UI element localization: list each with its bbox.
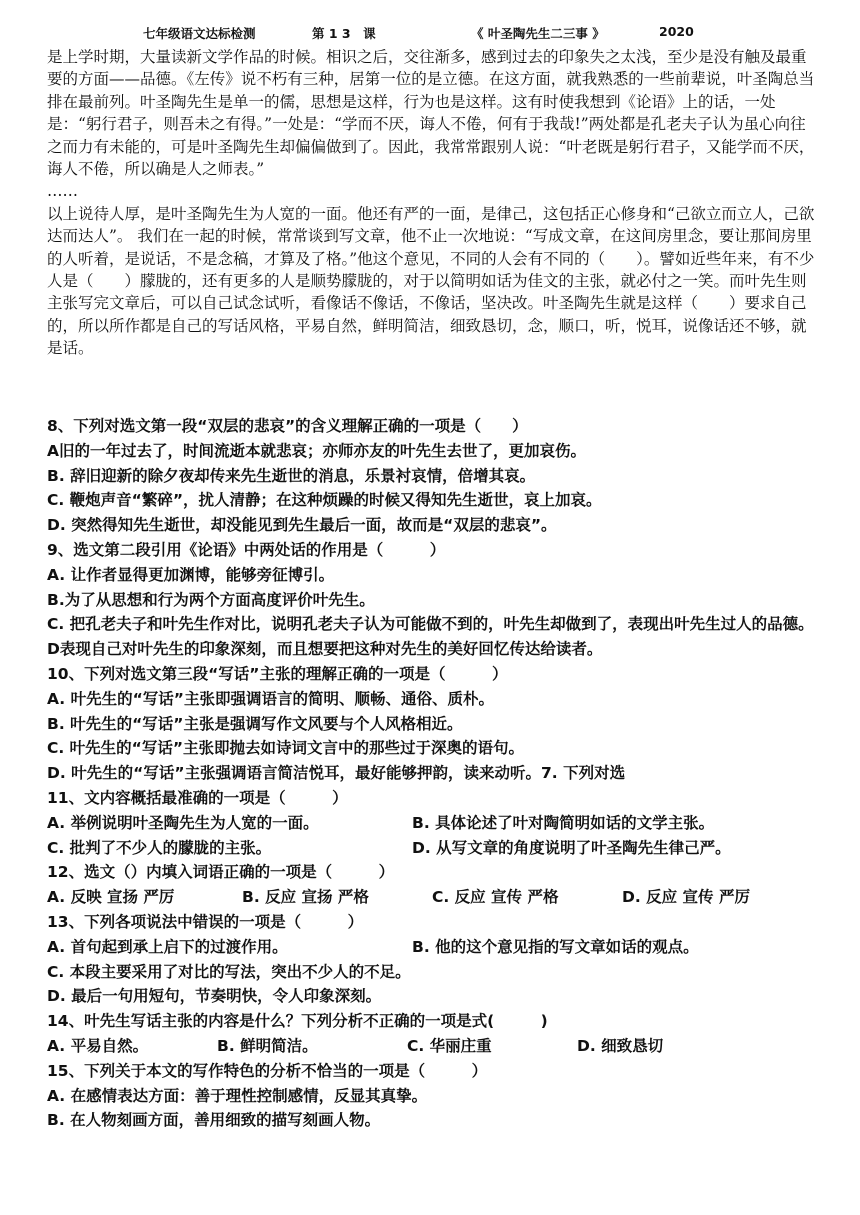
question-8-option-a: A旧的一年过去了，时间流逝本就悲哀；亦师亦友的叶先生去世了，更加哀伤。 [47, 441, 586, 460]
year: 2020 [659, 24, 694, 39]
passage-ellipsis: …… [47, 182, 78, 201]
question-15-stem: 15、下列关于本文的写作特色的分析不恰当的一项是（ ） [47, 1061, 488, 1080]
question-14-option-c: C. 华丽庄重 [407, 1036, 492, 1055]
question-11-option-c: C. 批判了不少人的朦胧的主张。 [47, 838, 272, 857]
question-13-option-c: C. 本段主要采用了对比的写法，突出不少人的不足。 [47, 962, 411, 981]
question-15-option-a: A. 在感情表达方面：善于理性控制感情，反显其真挚。 [47, 1086, 428, 1105]
question-12-option-c: C. 反应 宣传 严格 [432, 888, 559, 907]
question-12-option-b: B. 反应 宣扬 严格 [242, 888, 369, 907]
question-13-stem: 13、下列各项说法中错误的一项是（ ） [47, 912, 364, 931]
question-13-options-ab [47, 935, 827, 960]
question-8-option-b: B. 辞旧迎新的除夕夜却传来先生逝世的消息，乐景衬哀情，倍增其哀。 [47, 466, 536, 485]
question-9-option-b: B.为了从思想和行为两个方面高度评价叶先生。 [47, 590, 375, 609]
question-11-option-a: A. 举例说明叶圣陶先生为人宽的一面。 [47, 813, 319, 832]
question-14-option-d: D. 细致恳切 [577, 1036, 664, 1055]
question-13-option-d: D. 最后一句用短句，节奏明快，令人印象深刻。 [47, 987, 382, 1006]
question-14-option-b: B. 鲜明简洁。 [217, 1036, 318, 1055]
passage-paragraph-1: 是上学时期，大量读新文学作品的时候。相识之后，交往渐多，感到过去的印象失之太浅，至少是没有触及最重要的方面——品德。《左传》说不朽有三种，居第一位的是立德。在这方面，就我熟悉的一些前辈说，叶圣陶总当排在最前列。叶圣陶先生是单一的儒，思想是这样，行为也是这样。这有时使我想到《论语》上的话，一处是：“躬行君子，则吾未之有得。”一处是：“学而不厌，诲人不倦，何有于我哉!”两处都是孔老夫子认为虽心向往之而力有未能的，可是叶圣陶先生却偏偏做到了。因此，我常常跟别人说：“叶老既是躬行君子，又能学而不厌，诲人不倦，所以确是人之师表。” [47, 48, 815, 179]
reading-passage [47, 46, 817, 360]
question-10-option-d: D. 叶先生的“写话”主张强调语言简洁悦耳，最好能够押韵，读来动听。7. 下列对选 [47, 764, 626, 783]
article-title: 《 叶圣陶先生二三事 》 [471, 26, 605, 41]
question-14-options [47, 1034, 827, 1059]
test-title: 七年级语文达标检测 [143, 26, 256, 41]
question-11-options-cd [47, 836, 827, 861]
question-11-option-b: B. 具体论述了叶对陶简明如话的文学主张。 [412, 813, 715, 832]
question-list [47, 414, 827, 1133]
page-header [0, 24, 860, 44]
question-14-option-a: A. 平易自然。 [47, 1036, 149, 1055]
question-9-option-c: C. 把孔老夫子和叶先生作对比，说明孔老夫子认为可能做不到的，叶先生却做到了，表现出叶先生过人的品德。 [47, 615, 814, 634]
question-13-option-b: B. 他的这个意见指的写文章如话的观点。 [412, 937, 699, 956]
question-13-option-a: A. 首句起到承上启下的过渡作用。 [47, 937, 288, 956]
question-11-options-ab [47, 811, 827, 836]
question-10-option-c: C. 叶先生的“写话”主张即抛去如诗词文言中的那些过于深奥的语句。 [47, 739, 525, 758]
question-9-option-a: A. 让作者显得更加渊博，能够旁征博引。 [47, 565, 335, 584]
question-12-option-a: A. 反映 宣扬 严厉 [47, 888, 175, 907]
question-10-option-a: A. 叶先生的“写话”主张即强调语言的简明、顺畅、通俗、质朴。 [47, 689, 494, 708]
lesson-number: 第 1 3 课 [312, 26, 376, 41]
passage-paragraph-2: 以上说待人厚，是叶圣陶先生为人宽的一面。他还有严的一面，是律己，这包括正心修身和“己欲立而立人，己欲达而达人”。 我们在一起的时候，常常谈到写文章，他不止一次地说：“写成文章，在这间房里念，要让那间房里的人听着，是说话，不是念稿，才算及了格。”他这个意见，不同的人会有不同的（ ）。譬如近些年来，有不少人是（ ）朦胧的，还有更多的人是顺势朦胧的，对于以简明如话为佳文的主张，就必付之一笑。而叶先生则主张写完文章后，可以自己试念试听，看像话不像话，不像话，坚决改。叶圣陶先生就是这样（ ）要求自己的，所以所作都是自己的写话风格，平易自然，鲜明简洁，细致恳切，念，顺口，听，悦耳，说像话还不够，就是话。 [47, 204, 815, 358]
question-8-option-c: C. 鞭炮声音“繁碎”，扰人清静；在这种烦躁的时候又得知先生逝世，哀上加哀。 [47, 491, 602, 510]
question-9-stem: 9、选文第二段引用《论语》中两处话的作用是（ ） [47, 540, 446, 559]
question-11-stem: 11、文内容概括最准确的一项是（ ） [47, 788, 348, 807]
question-15-option-b: B. 在人物刻画方面，善用细致的描写刻画人物。 [47, 1111, 381, 1130]
question-8-option-d: D. 突然得知先生逝世，却没能见到先生最后一面，故而是“双层的悲哀”。 [47, 516, 557, 535]
question-14-stem: 14、叶先生写话主张的内容是什么？下列分析不正确的一项是式( ) [47, 1012, 548, 1031]
question-12-stem: 12、选文（）内填入词语正确的一项是（ ） [47, 863, 395, 882]
question-12-option-d: D. 反应 宣传 严厉 [622, 888, 750, 907]
question-8-stem: 8、下列对选文第一段“双层的悲哀”的含义理解正确的一项是（ ） [47, 417, 528, 435]
question-11-option-d: D. 从写文章的角度说明了叶圣陶先生律己严。 [412, 838, 731, 857]
question-12-options [47, 885, 827, 910]
question-10-stem: 10、下列对选文第三段“写话”主张的理解正确的一项是（ ） [47, 664, 508, 683]
question-9-option-d: D表现自己对叶先生的印象深刻，而且想要把这种对先生的美好回忆传达给读者。 [47, 640, 603, 659]
question-10-option-b: B. 叶先生的“写话”主张是强调写作文风要与个人风格相近。 [47, 714, 463, 733]
